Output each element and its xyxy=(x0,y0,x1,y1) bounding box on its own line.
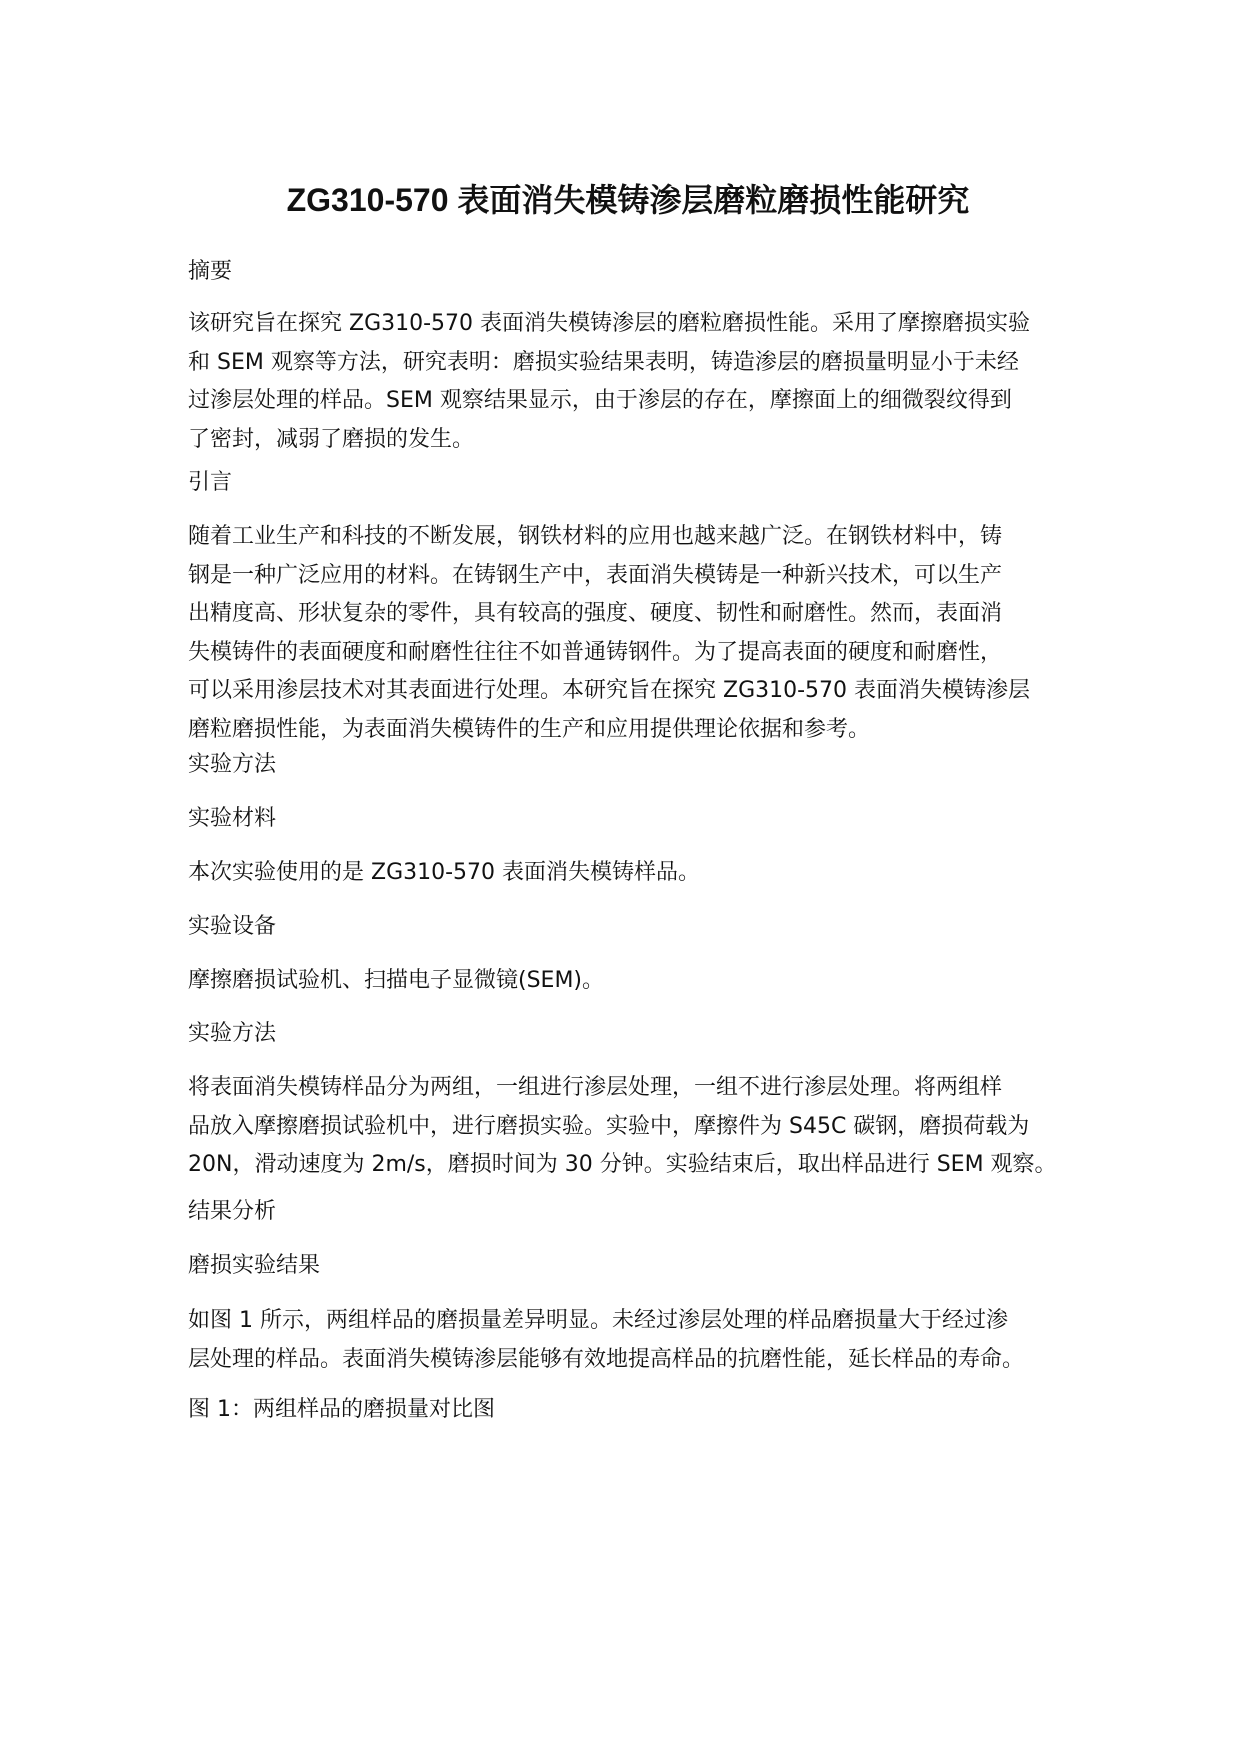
procedure-paragraph: 将表面消失模铸样品分为两组，一组进行渗层处理，一组不进行渗层处理。将两组样 品放入摩擦磨损试验机中，进行磨损实验。实验中，摩擦件为 S45C 碳钢，磨损荷载为 20N，滑动速度为 2m/s，磨损时间为 30 分钟。实验结束后，取出样品进行 SEM 观察。 xyxy=(188,1075,1057,1177)
materials-heading: 实验材料 xyxy=(188,806,277,831)
equipment-heading: 实验设备 xyxy=(188,914,277,939)
equipment-paragraph: 摩擦磨损试验机、扫描电子显微镜(SEM)。 xyxy=(188,968,605,993)
materials-paragraph: 本次实验使用的是 ZG310-570 表面消失模铸样品。 xyxy=(188,860,701,885)
abstract-heading: 摘要 xyxy=(188,259,233,284)
wear-results-paragraph: 如图 1 所示，两组样品的磨损量差异明显。未经过渗层处理的样品磨损量大于经过渗 层处理的样品。表面消失模铸渗层能够有效地提高样品的抗磨性能，延长样品的寿命。 xyxy=(188,1308,1025,1372)
wear-results-heading: 磨损实验结果 xyxy=(188,1253,321,1278)
methods-heading: 实验方法 xyxy=(188,752,277,777)
document-title: ZG310-570 表面消失模铸渗层磨粒磨损性能研究 xyxy=(286,182,970,218)
intro-paragraph: 随着工业生产和科技的不断发展，钢铁材料的应用也越来越广泛。在钢铁材料中，铸 钢是一种广泛应用的材料。在铸钢生产中，表面消失模铸是一种新兴技术，可以生产 出精度高、形状复杂的零件，具有较高的强度、硬度、韧性和耐磨性。然而，表面消 失模铸件的表面硬度和耐磨性往往不如普通铸钢件。为了提高表面的硬度和耐磨性， 可以采用渗层技术对其表面进行处理。本研究旨在探究 ZG310-570 表面消失模铸渗层 磨粒磨损性能，为表面消失模铸件的生产和应用提供理论依据和参考。 xyxy=(188,524,1031,742)
results-heading: 结果分析 xyxy=(188,1199,277,1224)
figure-caption: 图 1：两组样品的磨损量对比图 xyxy=(188,1397,495,1422)
intro-heading: 引言 xyxy=(188,470,233,495)
procedure-heading: 实验方法 xyxy=(188,1021,277,1046)
abstract-paragraph: 该研究旨在探究 ZG310-570 表面消失模铸渗层的磨粒磨损性能。采用了摩擦磨损实验 和 SEM 观察等方法，研究表明：磨损实验结果表明，铸造渗层的磨损量明显小于未经 过渗层处理的样品。SEM 观察结果显示，由于渗层的存在，摩擦面上的细微裂纹得到 了密封，减弱了磨损的发生。 xyxy=(188,311,1031,452)
